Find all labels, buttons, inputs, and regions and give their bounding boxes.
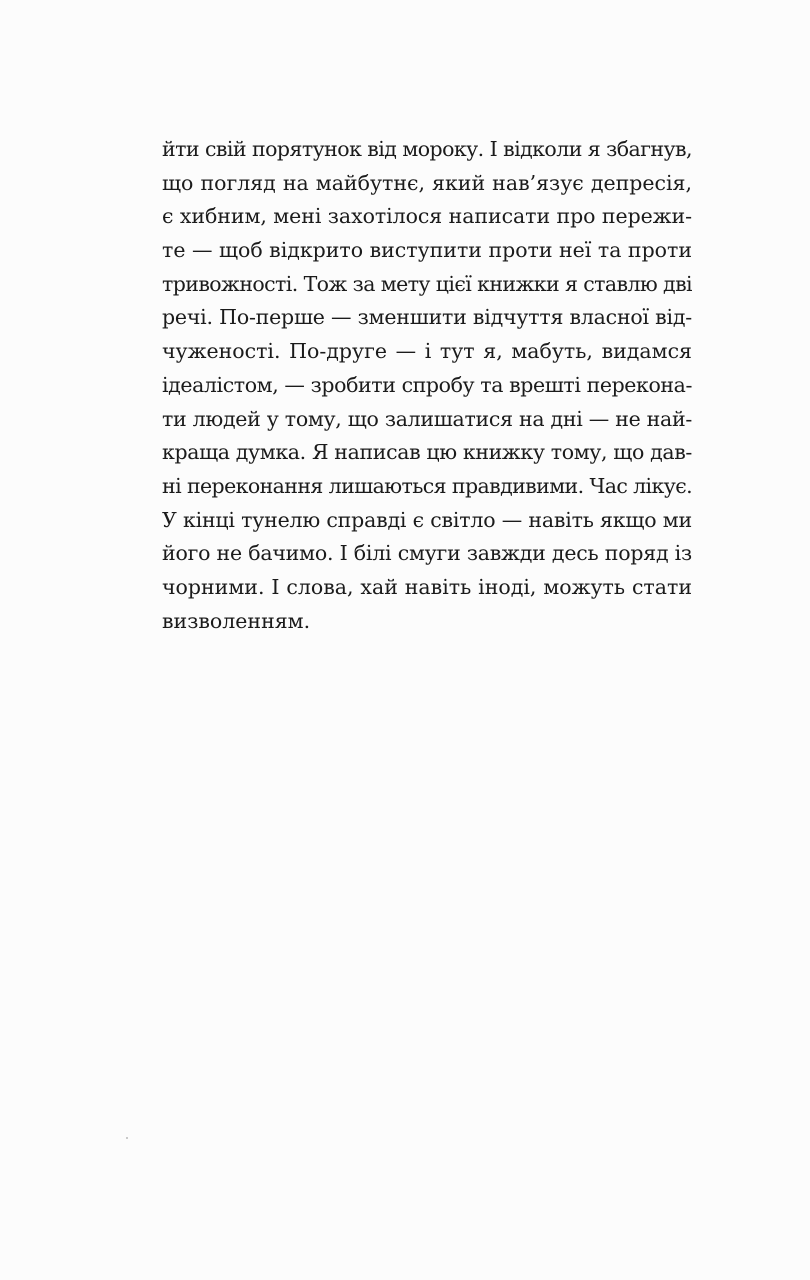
text-line: У кінці тунелю справді є світло — навіть якщо ми — [162, 507, 692, 532]
text-line: є хибним, мені захотілося написати про пережи- — [162, 204, 692, 229]
text-line-last: визволенням. — [162, 608, 311, 633]
text-line: речі. По-перше — зменшити відчуття власної від- — [162, 305, 692, 330]
text-line: тривожності. Тож за мету цієї книжки я ставлю дві — [162, 271, 692, 296]
scan-speck — [126, 1137, 128, 1139]
text-line: чуженості. По-друге — і тут я, мабуть, видамся — [162, 339, 692, 364]
text-line: ти людей у тому, що залишатися на дні — не най- — [162, 406, 692, 431]
text-line: ні переконання лишаються правдивими. Час лікує. — [162, 473, 692, 498]
text-line: чорними. І слова, хай навіть іноді, можуть стати — [162, 574, 692, 599]
text-line: його не бачимо. І білі смуги завжди десь поряд із — [162, 541, 692, 566]
text-line: ідеалістом, — зробити спробу та врешті переконa- — [162, 372, 692, 397]
text-line: що погляд на майбутнє, який нав’язує депресія, — [162, 170, 692, 195]
text-line: йти свій порятунок від мороку. І відколи я збагнув, — [162, 137, 692, 161]
text-line: краща думка. Я написав цю книжку тому, що дав- — [162, 440, 692, 465]
body-text — [162, 133, 692, 638]
text-line: те — щоб відкрито виступити проти неї та проти — [162, 238, 692, 263]
